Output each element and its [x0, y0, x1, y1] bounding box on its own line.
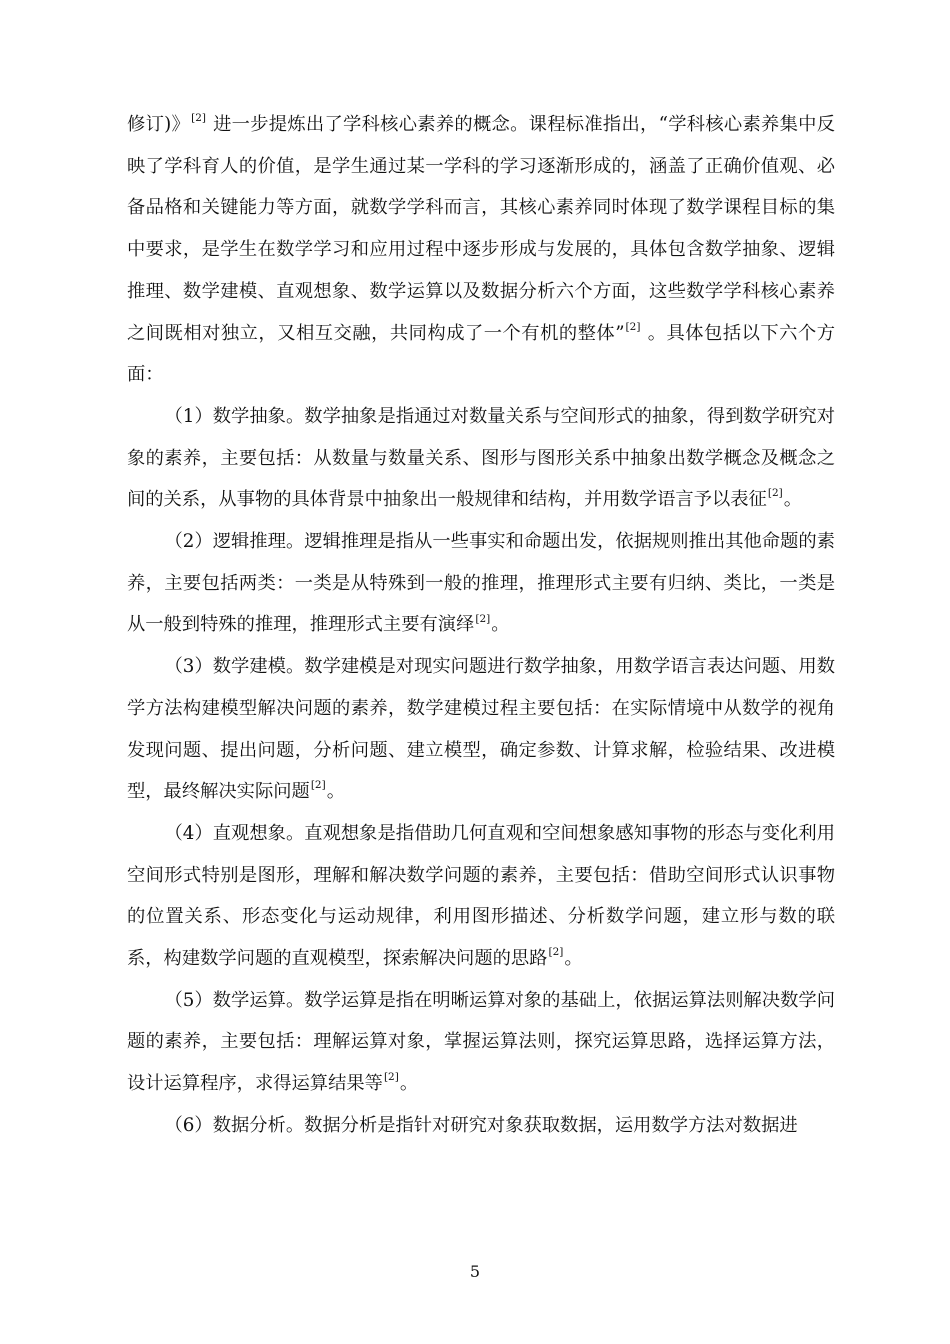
citation-reference: [2]: [625, 320, 641, 333]
paragraph-text: （2）逻辑推理。逻辑推理是指从一些事实和命题出发，依据规则推出其他命题的素养，主要包括两类：一类是从特殊到一般的推理，推理形式主要有归纳、类比，一类是从一般到特殊的推理，推理形式主要有演绎: [127, 531, 835, 636]
paragraph-text: 。: [783, 489, 802, 511]
paragraph-text: 。: [491, 614, 510, 636]
citation-reference: [2]: [475, 612, 491, 625]
citation-reference: [2]: [548, 946, 564, 959]
citation-reference: [2]: [383, 1071, 399, 1084]
paragraph-text: 修订)》: [127, 114, 191, 135]
page-number: 5: [469, 1262, 481, 1281]
paragraph-text: 。: [326, 781, 345, 803]
paragraph-text: 。: [399, 1073, 419, 1095]
citation-reference: [2]: [310, 779, 326, 792]
paragraph: [127, 646, 835, 813]
paragraph-text: （4）直观想象。直观想象是指借助几何直观和空间想象感知事物的形态与变化利用空间形式特别是图形，理解和解决数学问题的素养，主要包括：借助空间形式认识事物的位置关系、形态变化与运动规律，利用图形描述、分析数学问题，建立形与数的联系，构建数学问题的直观模型，探索解决问题的思路: [127, 822, 835, 970]
paragraph-text: （3）数学建模。数学建模是对现实问题进行数学抽象，用数学语言表达问题、用数学方法构建模型解决问题的素养，数学建模过程主要包括：在实际情境中从数学的视角发现问题、提出问题，分析问题、建立模型，确定参数、计算求解，检验结果、改进模型，最终解决实际问题: [127, 656, 835, 803]
paragraph: [127, 104, 835, 396]
paragraph: [127, 1105, 835, 1147]
citation-reference: [2]: [767, 487, 783, 500]
paragraph-text: （5）数学运算。数学运算是指在明晰运算对象的基础上，依据运算法则解决数学问题的素养，主要包括：理解运算对象，掌握运算法则，探究运算思路，选择运算方法，设计运算程序，求得运算结果等: [127, 989, 835, 1095]
paragraph: [127, 813, 835, 980]
paragraph-text: 。具体包括以下六个方面：: [127, 322, 835, 386]
paragraph-text: （6）数据分析。数据分析是指针对研究对象获取数据，运用数学方法对数据进: [164, 1114, 798, 1136]
paragraph-text: （1）数学抽象。数学抽象是指通过对数量关系与空间形式的抽象，得到数学研究对象的素养，主要包括：从数量与数量关系、图形与图形关系中抽象出数学概念及概念之间的关系，从事物的具体背景中抽象出一般规律和结构，并用数学语言予以表征: [127, 405, 835, 511]
citation-reference: [2]: [191, 112, 206, 125]
paragraph-text: 。: [564, 948, 583, 970]
paragraph: [127, 980, 835, 1105]
body-text: [127, 104, 835, 1147]
paragraph: [127, 396, 835, 521]
paragraph: [127, 521, 835, 646]
paragraph-text: 进一步提炼出了学科核心素养的概念。课程标准指出，“学科核心素养集中反映了学科育人的价值，是学生通过某一学科的学习逐渐形成的，涵盖了正确价值观、必备品格和关键能力等方面，就数学学科而言，其核心素养同时体现了数学课程目标的集中要求，是学生在数学学习和应用过程中逐步形成与发展的，具体包含数学抽象、逻辑推理、数学建模、直观想象、数学运算以及数据分析六个方面，这些数学学科核心素养之间既相对独立，又相互交融，共同构成了一个有机的整体”: [127, 114, 835, 344]
